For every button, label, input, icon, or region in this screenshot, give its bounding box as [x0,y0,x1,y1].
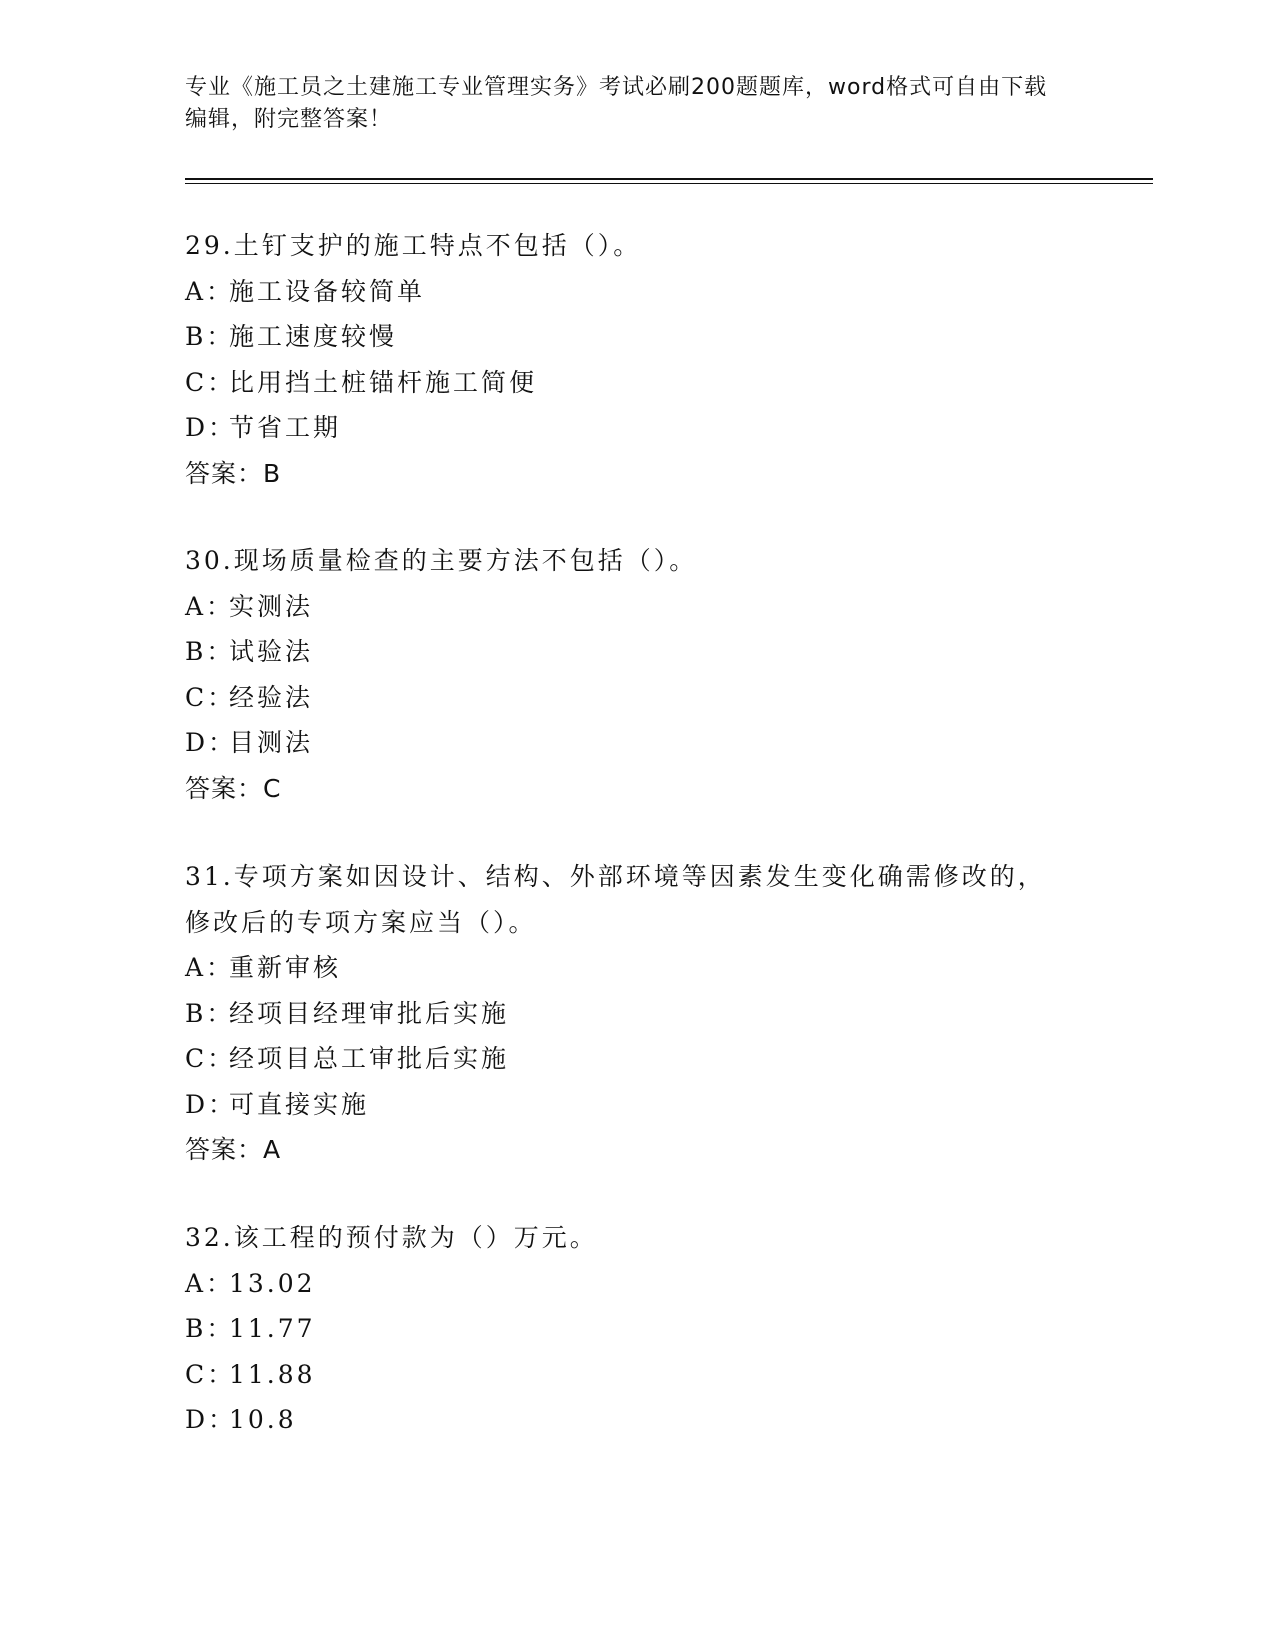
option-c [185,1352,1085,1398]
option-c [185,1036,1055,1082]
question-stem: 29.土钉支护的施工特点不包括（）。 [185,231,642,260]
option-d [185,1082,1055,1128]
option-label: A： [185,276,235,306]
option-label: C： [185,367,236,397]
option-label: D： [185,728,237,757]
header-divider-thin [185,183,1153,184]
question-29 [185,223,1085,496]
option-label: D： [185,413,237,442]
option-text: 施工速度较慢 [229,322,398,351]
option-label: D： [185,1405,237,1434]
option-d [185,405,1085,451]
option-label: B： [185,322,235,351]
answer-line: 答案：B [185,458,282,488]
option-text: 试验法 [229,637,314,666]
option-text: 目测法 [229,728,314,757]
option-d [185,1397,1085,1443]
option-d [185,720,1085,766]
option-c [185,360,1085,406]
option-b [185,314,1085,360]
option-text: 11.88 [229,1359,316,1389]
option-a [185,269,1085,315]
option-text: 11.77 [229,1314,316,1343]
question-31 [185,854,1055,1173]
option-label: A： [185,1268,235,1298]
option-text: 经项目总工审批后实施 [229,1044,510,1073]
question-stem: 31.专项方案如因设计、结构、外部环境等因素发生变化确需修改的，修改后的专项方案应当（）。 [185,862,1046,937]
option-c [185,675,1085,721]
option-label: B： [185,998,235,1028]
option-text: 经项目经理审批后实施 [229,998,510,1028]
header-divider-thick [185,178,1153,180]
option-text: 施工设备较简单 [229,276,426,306]
question-32 [185,1215,1085,1443]
option-label: C： [185,1044,236,1073]
option-label: A： [185,591,235,621]
option-label: C： [185,1359,236,1389]
option-a [185,1261,1085,1307]
option-a [185,945,1055,991]
question-stem: 32.该工程的预付款为（）万元。 [185,1223,598,1252]
question-stem: 30.现场质量检查的主要方法不包括（）。 [185,546,698,575]
option-text: 10.8 [229,1405,297,1434]
answer-line: 答案：A [185,1135,282,1164]
option-label: B： [185,637,235,666]
option-a [185,584,1085,630]
option-label: B： [185,1314,235,1343]
answer-line: 答案：C [185,773,282,803]
option-label: D： [185,1089,237,1119]
option-text: 经验法 [229,682,314,712]
option-b [185,991,1055,1037]
option-label: A： [185,953,235,982]
option-b [185,629,1085,675]
option-text: 可直接实施 [229,1089,370,1119]
option-text: 节省工期 [229,413,342,442]
document-header: 专业《施工员之土建施工专业管理实务》考试必刷200题题库，word格式可自由下载编辑，附完整答案！ [185,75,1048,132]
question-30 [185,538,1085,811]
option-text: 比用挡土桩锚杆施工简便 [229,367,538,397]
option-text: 13.02 [229,1268,316,1298]
option-b [185,1306,1085,1352]
option-text: 实测法 [229,591,314,621]
option-label: C： [185,682,236,712]
option-text: 重新审核 [229,953,342,982]
